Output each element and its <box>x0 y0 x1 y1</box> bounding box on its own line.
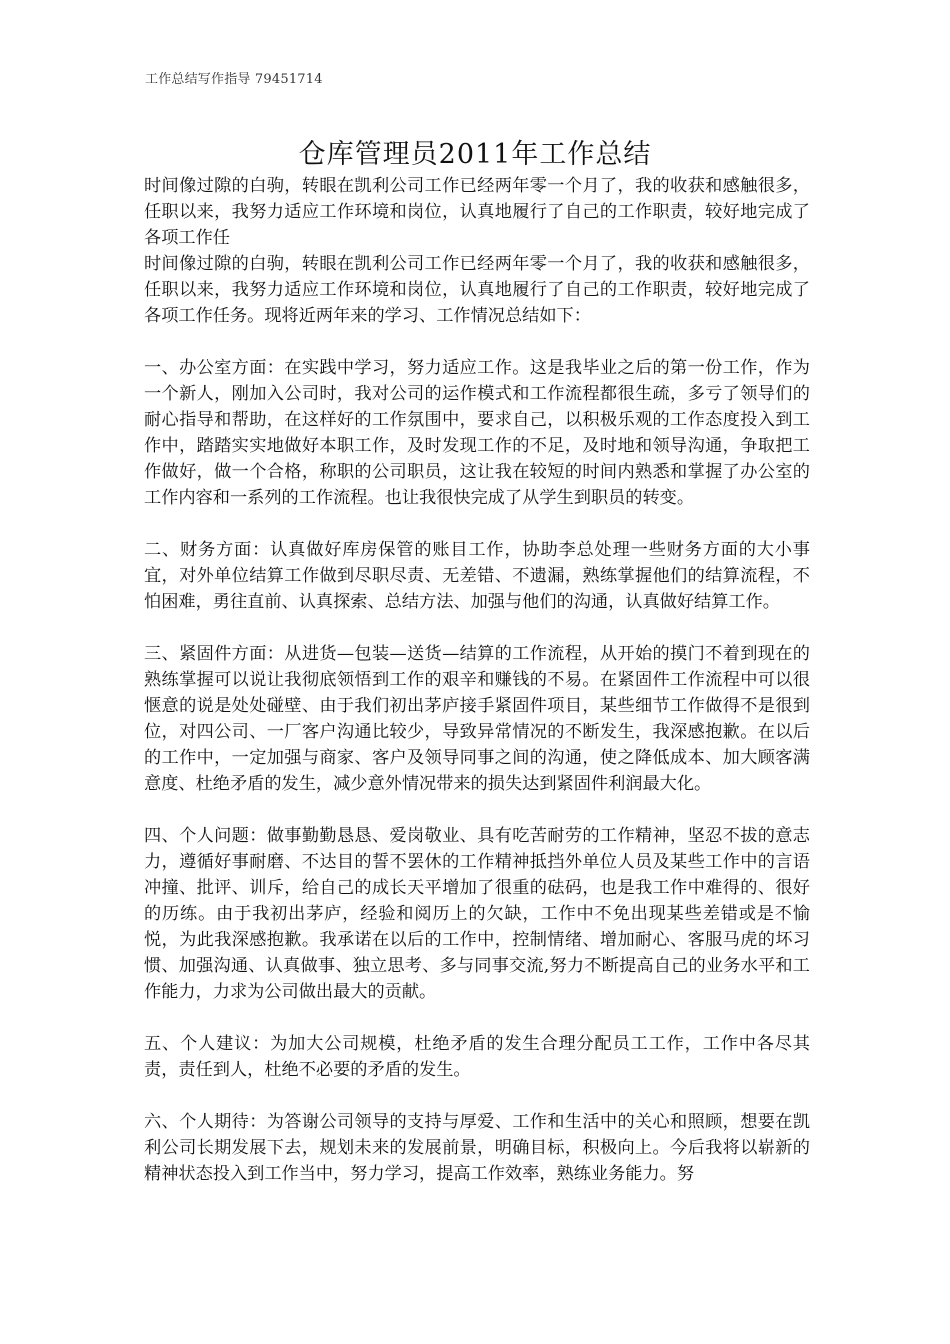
paragraph-personal-expectations: 六、个人期待：为答谢公司领导的支持与厚爱、工作和生活中的关心和照顾，想要在凯利公司长期发展下去，规划未来的发展前景，明确目标，积极向上。今后我将以崭新的精神状态投入到工作当中，努力学习，提高工作效率，熟练业务能力。努 <box>144 1112 810 1184</box>
paragraph-personal-suggestions: 五、个人建议：为加大公司规模，杜绝矛盾的发生合理分配员工工作，工作中各尽其责，责任到人，杜绝不必要的矛盾的发生。 <box>144 1034 810 1080</box>
header-note: 工作总结写作指导 79451714 <box>145 72 323 87</box>
paragraph-fasteners: 三、紧固件方面：从进货—包装—送货—结算的工作流程，从开始的摸门不着到现在的熟练掌握可以说让我彻底领悟到工作的艰辛和赚钱的不易。在紧固件工作流程中可以很惬意的说是处处碰壁、由于我们初出茅庐接手紧固件项目，某些细节工作做得不是很到位，对四公司、一厂客户沟通比较少，导致异常情况的不断发生，我深感抱歉。在以后的工作中，一定加强与商家、客户及领导同事之间的沟通，使之降低成本、加大顾客满意度、杜绝矛盾的发生，减少意外情况带来的损失达到紧固件利润最大化。 <box>144 644 810 794</box>
paragraph-intro: 时间像过隙的白驹，转眼在凯利公司工作已经两年零一个月了，我的收获和感触很多，任职以来，我努力适应工作环境和岗位，认真地履行了自己的工作职责，较好地完成了各项工作任务。现将近两年来的学习、工作情况总结如下： <box>144 254 810 326</box>
document-body <box>144 173 810 1187</box>
paragraph-office: 一、办公室方面：在实践中学习，努力适应工作。这是我毕业之后的第一份工作，作为一个新人，刚加入公司时，我对公司的运作模式和工作流程都很生疏，多亏了领导们的耐心指导和帮助，在这样好的工作氛围中，要求自己，以积极乐观的工作态度投入到工作中，踏踏实实地做好本职工作，及时发现工作的不足，及时地和领导沟通，争取把工作做好，做一个合格，称职的公司职员，这让我在较短的时间内熟悉和掌握了办公室的工作内容和一系列的工作流程。也让我很快完成了从学生到职员的转变。 <box>144 358 810 508</box>
paragraph-finance: 二、财务方面：认真做好库房保管的账目工作，协助李总处理一些财务方面的大小事宜，对外单位结算工作做到尽职尽责、无差错、不遗漏，熟练掌握他们的结算流程，不怕困难，勇往直前、认真探索、总结方法、加强与他们的沟通，认真做好结算工作。 <box>144 540 810 612</box>
paragraph-intro-fragment: 时间像过隙的白驹，转眼在凯利公司工作已经两年零一个月了，我的收获和感触很多，任职以来，我努力适应工作环境和岗位，认真地履行了自己的工作职责，较好地完成了各项工作任 <box>144 176 810 248</box>
paragraph-personal-issues: 四、个人问题：做事勤勤恳恳、爱岗敬业、具有吃苦耐劳的工作精神，坚忍不拔的意志力，遵循好事耐磨、不达目的誓不罢休的工作精神抵挡外单位人员及某些工作中的言语冲撞、批评、训斥，给自己的成长天平增加了很重的砝码，也是我工作中难得的、很好的历练。由于我初出茅庐，经验和阅历上的欠缺，工作中不免出现某些差错或是不愉悦，为此我深感抱歉。我承诺在以后的工作中，控制情绪、增加耐心、客服马虎的坏习惯、加强沟通、认真做事、独立思考、多与同事交流,努力不断提高自己的业务水平和工作能力，力求为公司做出最大的贡献。 <box>144 826 810 1002</box>
document-title: 仓库管理员2011年工作总结 <box>298 139 652 170</box>
